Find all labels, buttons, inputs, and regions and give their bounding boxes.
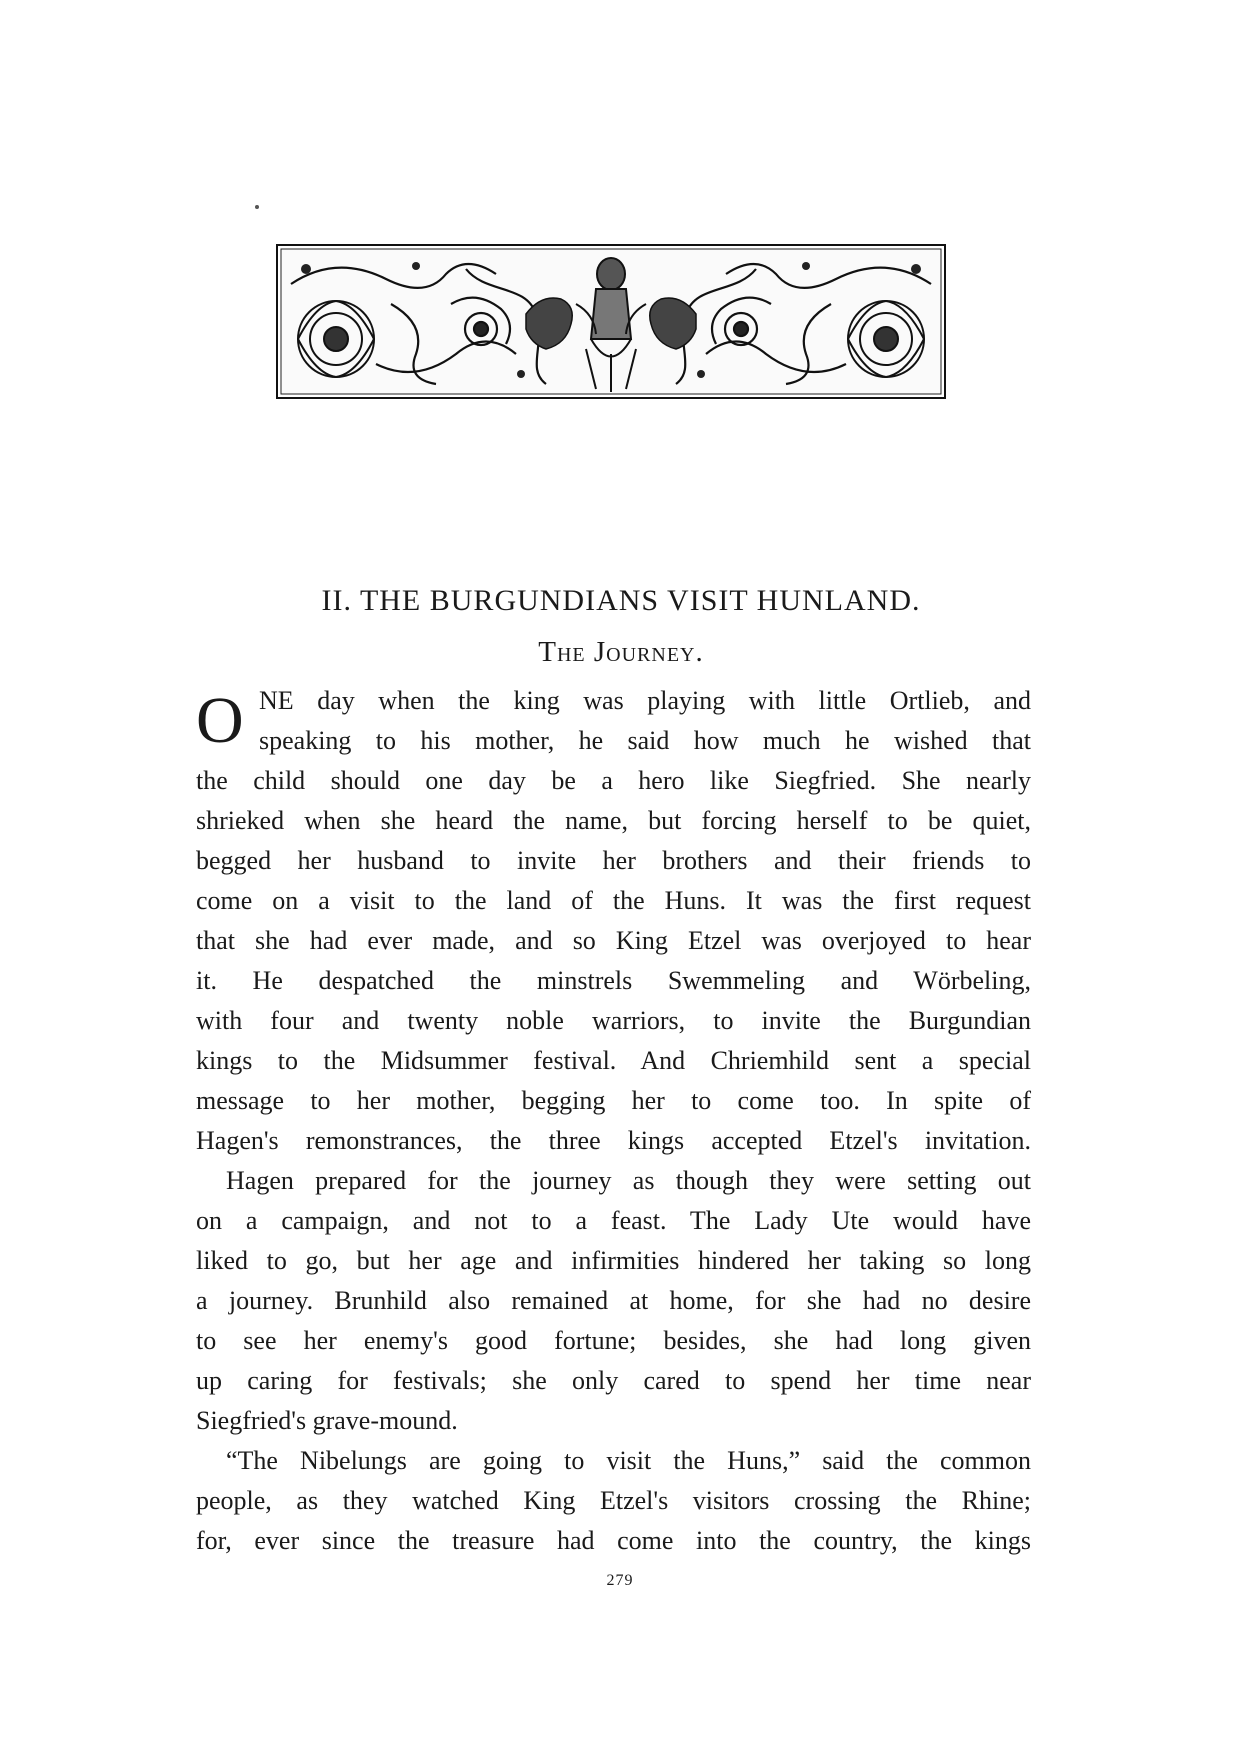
text-line: NE day when the king was playing with little Ortlieb, and — [259, 686, 1031, 715]
text-line: Siegfried's grave-mound. — [196, 1406, 458, 1435]
text-line: on a campaign, and not to a feast. The Lady Ute would have — [196, 1206, 1031, 1235]
section-title: The Journey. — [538, 636, 704, 668]
text-line: a journey. Brunhild also remained at home, for she had no desire — [196, 1286, 1031, 1315]
text-line: people, as they watched King Etzel's visitors crossing the Rhine; — [196, 1486, 1031, 1515]
text-line: Hagen prepared for the journey as though they were setting out — [226, 1166, 1031, 1195]
text-line: Hagen's remonstrances, the three kings accepted Etzel's invitation. — [196, 1126, 1031, 1155]
text-line: begged her husband to invite her brothers and their friends to — [196, 846, 1031, 875]
chapter-title: II. THE BURGUNDIANS VISIT HUNLAND. — [321, 584, 921, 617]
text-line: it. He despatched the minstrels Swemmeling and Wörbeling, — [196, 966, 1031, 995]
text-line: up caring for festivals; she only cared to spend her time near — [196, 1366, 1031, 1395]
drop-cap: O — [196, 684, 244, 757]
text-line: come on a visit to the land of the Huns. It was the first request — [196, 886, 1031, 915]
text-line: that she had ever made, and so King Etzel was overjoyed to hear — [196, 926, 1031, 955]
text-line: shrieked when she heard the name, but forcing herself to be quiet, — [196, 806, 1031, 835]
stray-ink-mark — [255, 205, 259, 209]
text-line: message to her mother, begging her to come too. In spite of — [196, 1086, 1031, 1115]
text-line: with four and twenty noble warriors, to invite the Burgundian — [196, 1006, 1031, 1035]
text-line: speaking to his mother, he said how much he wished that — [259, 726, 1031, 755]
text-line: to see her enemy's good fortune; besides, she had long given — [196, 1326, 1031, 1355]
text-line: for, ever since the treasure had come into the country, the kings — [196, 1526, 1031, 1555]
body-text — [196, 681, 1031, 1561]
text-line: kings to the Midsummer festival. And Chriemhild sent a special — [196, 1046, 1031, 1075]
ornamental-headpiece-icon — [276, 244, 946, 399]
text-line: “The Nibelungs are going to visit the Huns,” said the common — [226, 1446, 1031, 1475]
page-number: 279 — [606, 1572, 634, 1589]
text-line: the child should one day be a hero like Siegfried. She nearly — [196, 766, 1031, 795]
text-line: liked to go, but her age and infirmities hindered her taking so long — [196, 1246, 1031, 1275]
